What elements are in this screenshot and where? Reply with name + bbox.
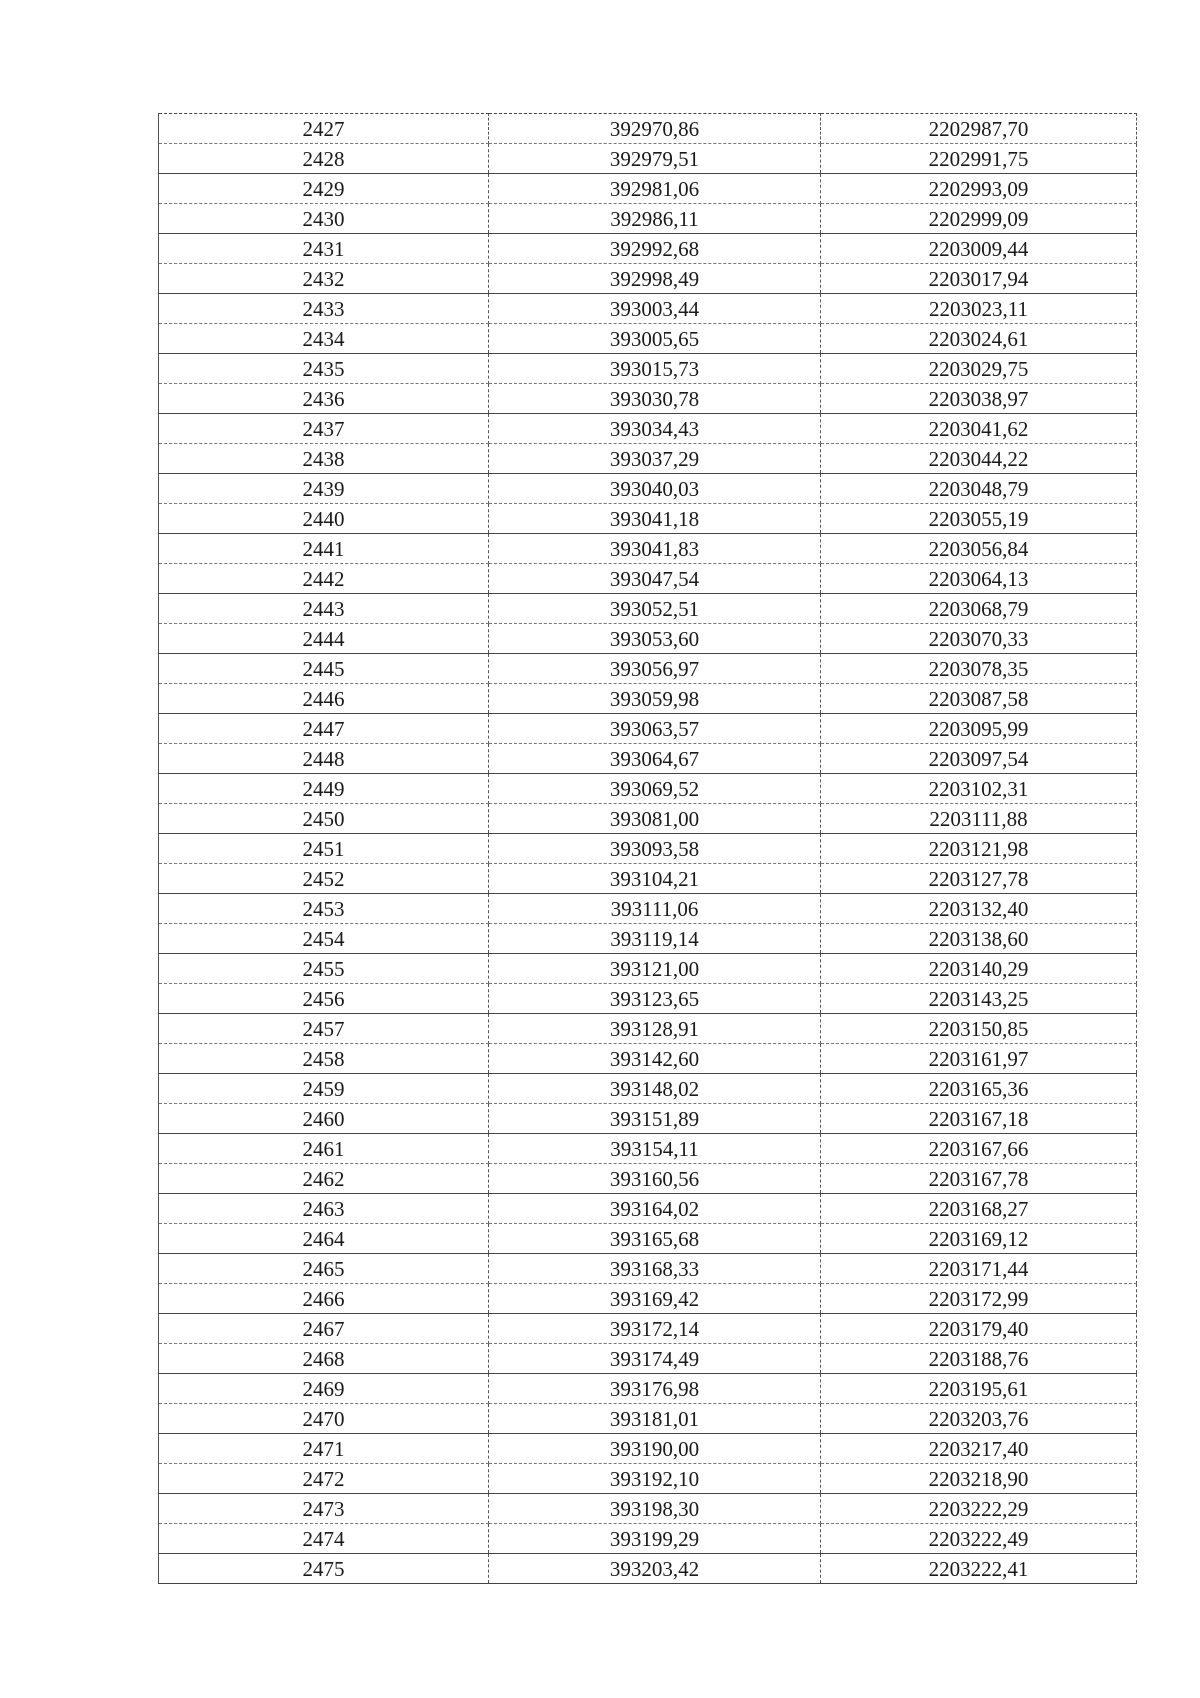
y-coordinate-cell: 2203070,33 [821,624,1137,654]
x-coordinate-cell: 393169,42 [489,1284,821,1314]
x-coordinate-cell: 393154,11 [489,1134,821,1164]
y-coordinate-cell: 2203222,29 [821,1494,1137,1524]
x-coordinate-cell: 393174,49 [489,1344,821,1374]
y-coordinate-cell: 2202987,70 [821,114,1137,144]
y-coordinate-cell: 2203087,58 [821,684,1137,714]
point-number-cell: 2470 [159,1404,489,1434]
table-row [159,684,1137,714]
y-coordinate-cell: 2203064,13 [821,564,1137,594]
table-row [159,1374,1137,1404]
point-number-cell: 2454 [159,924,489,954]
y-coordinate-cell: 2203167,18 [821,1104,1137,1134]
point-number-cell: 2446 [159,684,489,714]
table-row [159,744,1137,774]
point-number-cell: 2435 [159,354,489,384]
x-coordinate-cell: 392979,51 [489,144,821,174]
table-row [159,804,1137,834]
point-number-cell: 2460 [159,1104,489,1134]
table-row [159,954,1137,984]
table-row [159,1554,1137,1584]
y-coordinate-cell: 2203017,94 [821,264,1137,294]
x-coordinate-cell: 393063,57 [489,714,821,744]
point-number-cell: 2472 [159,1464,489,1494]
point-number-cell: 2438 [159,444,489,474]
point-number-cell: 2444 [159,624,489,654]
x-coordinate-cell: 392970,86 [489,114,821,144]
x-coordinate-cell: 393119,14 [489,924,821,954]
table-row [159,324,1137,354]
y-coordinate-cell: 2203048,79 [821,474,1137,504]
point-number-cell: 2433 [159,294,489,324]
table-row [159,264,1137,294]
point-number-cell: 2461 [159,1134,489,1164]
x-coordinate-cell: 393123,65 [489,984,821,1014]
table-row [159,534,1137,564]
point-number-cell: 2466 [159,1284,489,1314]
x-coordinate-cell: 392981,06 [489,174,821,204]
table-row [159,384,1137,414]
x-coordinate-cell: 393093,58 [489,834,821,864]
x-coordinate-cell: 393064,67 [489,744,821,774]
x-coordinate-cell: 393168,33 [489,1254,821,1284]
point-number-cell: 2453 [159,894,489,924]
point-number-cell: 2441 [159,534,489,564]
point-number-cell: 2459 [159,1074,489,1104]
x-coordinate-cell: 393199,29 [489,1524,821,1554]
table-row [159,1494,1137,1524]
x-coordinate-cell: 393148,02 [489,1074,821,1104]
point-number-cell: 2475 [159,1554,489,1584]
point-number-cell: 2468 [159,1344,489,1374]
y-coordinate-cell: 2203038,97 [821,384,1137,414]
table-row [159,924,1137,954]
point-number-cell: 2429 [159,174,489,204]
y-coordinate-cell: 2203222,49 [821,1524,1137,1554]
point-number-cell: 2474 [159,1524,489,1554]
point-number-cell: 2432 [159,264,489,294]
table-row [159,834,1137,864]
point-number-cell: 2471 [159,1434,489,1464]
x-coordinate-cell: 393181,01 [489,1404,821,1434]
point-number-cell: 2467 [159,1314,489,1344]
x-coordinate-cell: 393176,98 [489,1374,821,1404]
point-number-cell: 2428 [159,144,489,174]
point-number-cell: 2473 [159,1494,489,1524]
x-coordinate-cell: 393111,06 [489,894,821,924]
table-row [159,894,1137,924]
x-coordinate-cell: 393003,44 [489,294,821,324]
y-coordinate-cell: 2202999,09 [821,204,1137,234]
point-number-cell: 2456 [159,984,489,1014]
table-row [159,984,1137,1014]
x-coordinate-cell: 393198,30 [489,1494,821,1524]
x-coordinate-cell: 393040,03 [489,474,821,504]
table-row [159,414,1137,444]
table-row [159,1284,1137,1314]
point-number-cell: 2452 [159,864,489,894]
table-row [159,1194,1137,1224]
point-number-cell: 2447 [159,714,489,744]
table-row [159,1134,1137,1164]
x-coordinate-cell: 393030,78 [489,384,821,414]
y-coordinate-cell: 2203078,35 [821,654,1137,684]
y-coordinate-cell: 2203140,29 [821,954,1137,984]
table-row [159,1074,1137,1104]
x-coordinate-cell: 393151,89 [489,1104,821,1134]
coordinates-table [158,113,1137,1584]
point-number-cell: 2436 [159,384,489,414]
x-coordinate-cell: 393165,68 [489,1224,821,1254]
point-number-cell: 2450 [159,804,489,834]
table-row [159,504,1137,534]
table-row [159,204,1137,234]
y-coordinate-cell: 2203171,44 [821,1254,1137,1284]
point-number-cell: 2451 [159,834,489,864]
x-coordinate-cell: 392986,11 [489,204,821,234]
point-number-cell: 2442 [159,564,489,594]
x-coordinate-cell: 393059,98 [489,684,821,714]
table-row [159,444,1137,474]
table-row [159,174,1137,204]
y-coordinate-cell: 2203056,84 [821,534,1137,564]
y-coordinate-cell: 2203168,27 [821,1194,1137,1224]
table-row [159,714,1137,744]
y-coordinate-cell: 2203143,25 [821,984,1137,1014]
y-coordinate-cell: 2203222,41 [821,1554,1137,1584]
x-coordinate-cell: 393142,60 [489,1044,821,1074]
coordinates-table-body [159,114,1137,1584]
point-number-cell: 2449 [159,774,489,804]
table-row [159,1254,1137,1284]
table-row [159,1014,1137,1044]
x-coordinate-cell: 393047,54 [489,564,821,594]
point-number-cell: 2464 [159,1224,489,1254]
point-number-cell: 2469 [159,1374,489,1404]
table-row [159,354,1137,384]
x-coordinate-cell: 393121,00 [489,954,821,984]
y-coordinate-cell: 2202991,75 [821,144,1137,174]
table-row [159,1044,1137,1074]
table-row [159,1344,1137,1374]
table-row [159,1224,1137,1254]
table-row [159,1524,1137,1554]
y-coordinate-cell: 2203217,40 [821,1434,1137,1464]
point-number-cell: 2430 [159,204,489,234]
x-coordinate-cell: 393192,10 [489,1464,821,1494]
table-row [159,474,1137,504]
y-coordinate-cell: 2203009,44 [821,234,1137,264]
y-coordinate-cell: 2203150,85 [821,1014,1137,1044]
y-coordinate-cell: 2203102,31 [821,774,1137,804]
y-coordinate-cell: 2203055,19 [821,504,1137,534]
y-coordinate-cell: 2203179,40 [821,1314,1137,1344]
y-coordinate-cell: 2203097,54 [821,744,1137,774]
x-coordinate-cell: 393128,91 [489,1014,821,1044]
y-coordinate-cell: 2203161,97 [821,1044,1137,1074]
table-row [159,594,1137,624]
point-number-cell: 2437 [159,414,489,444]
x-coordinate-cell: 393164,02 [489,1194,821,1224]
x-coordinate-cell: 392992,68 [489,234,821,264]
point-number-cell: 2443 [159,594,489,624]
table-row [159,294,1137,324]
y-coordinate-cell: 2203195,61 [821,1374,1137,1404]
y-coordinate-cell: 2203068,79 [821,594,1137,624]
y-coordinate-cell: 2203172,99 [821,1284,1137,1314]
point-number-cell: 2445 [159,654,489,684]
y-coordinate-cell: 2202993,09 [821,174,1137,204]
table-row [159,1314,1137,1344]
table-row [159,114,1137,144]
table-row [159,564,1137,594]
x-coordinate-cell: 393190,00 [489,1434,821,1464]
x-coordinate-cell: 393172,14 [489,1314,821,1344]
x-coordinate-cell: 393005,65 [489,324,821,354]
table-row [159,1404,1137,1434]
y-coordinate-cell: 2203041,62 [821,414,1137,444]
y-coordinate-cell: 2203132,40 [821,894,1137,924]
table-row [159,1464,1137,1494]
x-coordinate-cell: 393056,97 [489,654,821,684]
y-coordinate-cell: 2203023,11 [821,294,1137,324]
x-coordinate-cell: 393203,42 [489,1554,821,1584]
point-number-cell: 2448 [159,744,489,774]
table-row [159,1104,1137,1134]
x-coordinate-cell: 393037,29 [489,444,821,474]
y-coordinate-cell: 2203111,88 [821,804,1137,834]
y-coordinate-cell: 2203121,98 [821,834,1137,864]
x-coordinate-cell: 393034,43 [489,414,821,444]
y-coordinate-cell: 2203044,22 [821,444,1137,474]
table-row [159,774,1137,804]
y-coordinate-cell: 2203169,12 [821,1224,1137,1254]
table-row [159,1164,1137,1194]
point-number-cell: 2462 [159,1164,489,1194]
x-coordinate-cell: 393081,00 [489,804,821,834]
y-coordinate-cell: 2203167,78 [821,1164,1137,1194]
y-coordinate-cell: 2203095,99 [821,714,1137,744]
y-coordinate-cell: 2203188,76 [821,1344,1137,1374]
table-row [159,624,1137,654]
x-coordinate-cell: 393015,73 [489,354,821,384]
point-number-cell: 2440 [159,504,489,534]
x-coordinate-cell: 393053,60 [489,624,821,654]
point-number-cell: 2434 [159,324,489,354]
x-coordinate-cell: 393104,21 [489,864,821,894]
point-number-cell: 2439 [159,474,489,504]
point-number-cell: 2431 [159,234,489,264]
x-coordinate-cell: 393041,83 [489,534,821,564]
table-row [159,654,1137,684]
point-number-cell: 2427 [159,114,489,144]
x-coordinate-cell: 393160,56 [489,1164,821,1194]
x-coordinate-cell: 392998,49 [489,264,821,294]
y-coordinate-cell: 2203218,90 [821,1464,1137,1494]
table-row [159,1434,1137,1464]
y-coordinate-cell: 2203167,66 [821,1134,1137,1164]
table-row [159,864,1137,894]
table-row [159,234,1137,264]
x-coordinate-cell: 393069,52 [489,774,821,804]
point-number-cell: 2455 [159,954,489,984]
table-row [159,144,1137,174]
y-coordinate-cell: 2203024,61 [821,324,1137,354]
point-number-cell: 2457 [159,1014,489,1044]
y-coordinate-cell: 2203138,60 [821,924,1137,954]
y-coordinate-cell: 2203029,75 [821,354,1137,384]
point-number-cell: 2465 [159,1254,489,1284]
y-coordinate-cell: 2203127,78 [821,864,1137,894]
point-number-cell: 2458 [159,1044,489,1074]
x-coordinate-cell: 393052,51 [489,594,821,624]
y-coordinate-cell: 2203165,36 [821,1074,1137,1104]
point-number-cell: 2463 [159,1194,489,1224]
y-coordinate-cell: 2203203,76 [821,1404,1137,1434]
x-coordinate-cell: 393041,18 [489,504,821,534]
